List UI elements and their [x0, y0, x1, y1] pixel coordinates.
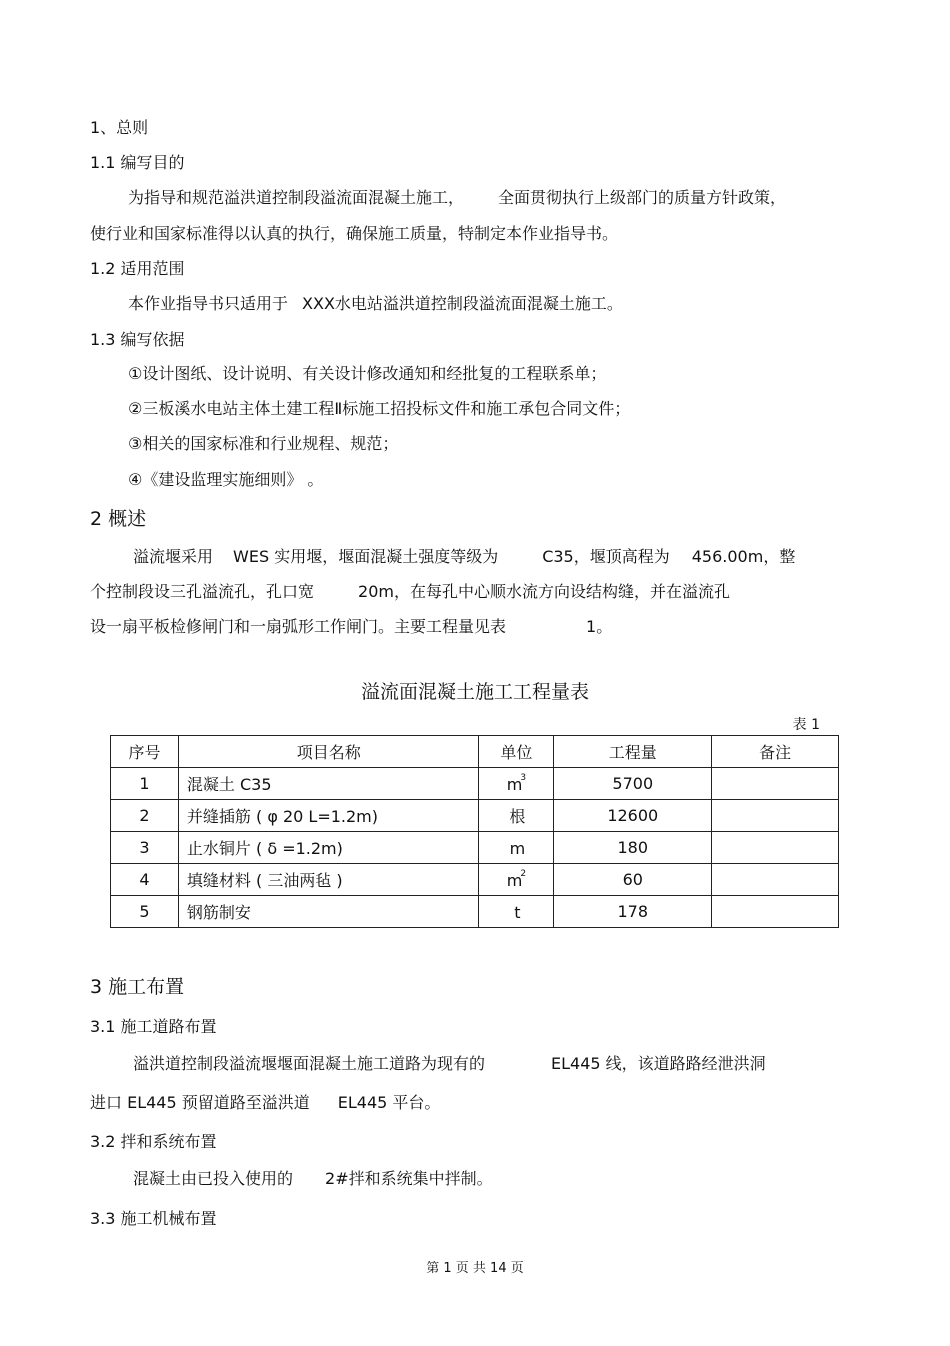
section-1-1-paragraph-line-2: 使行业和国家标准得以认真的执行，确保施工质量，特制定本作业指导书。	[90, 224, 619, 243]
item-name: 填缝材料 ( 三油两毡 )	[178, 864, 479, 896]
row-number: 2	[111, 800, 179, 832]
text-span: 混凝土由已投入使用的	[133, 1169, 294, 1188]
text-span: XXX水电站溢洪道控制段溢流面混凝土施工。	[302, 294, 623, 313]
text-span: 设一扇平板检修闸门和一扇弧形工作闸门。主要工程量见表	[90, 617, 507, 636]
row-number: 5	[111, 896, 179, 928]
unit-cell	[479, 896, 554, 928]
table-header-row	[111, 736, 839, 768]
row-number: 3	[111, 832, 179, 864]
unit: m	[506, 871, 523, 890]
unit-cell	[479, 832, 554, 864]
basis-item-4: ④《建设监理实施细则》 。	[128, 470, 324, 489]
item-name: 混凝土 C35	[178, 768, 479, 800]
unit: m	[506, 775, 523, 794]
page-footer: 第 1 页 共 14 页	[426, 1261, 524, 1276]
text-span: EL445 平台。	[337, 1093, 441, 1112]
text-span: 456.00m，整	[691, 547, 796, 566]
header-cell: 序号	[111, 736, 179, 768]
section-3-heading: 3 施工布置	[90, 976, 185, 998]
table-row	[111, 800, 839, 832]
quantity-table	[110, 735, 839, 928]
text-span: 溢洪道控制段溢流堰堰面混凝土施工道路为现有的	[133, 1054, 486, 1073]
section-3-1-line-2	[90, 1093, 440, 1113]
table-row	[111, 864, 839, 896]
item-name: 并缝插筋 ( φ 20 L=1.2m)	[178, 800, 479, 832]
note	[712, 832, 839, 864]
unit-exponent: 2	[520, 869, 527, 879]
text-span: 进口 EL445 预留道路至溢洪道	[90, 1093, 310, 1112]
section-3-2-heading: 3.2 拌和系统布置	[90, 1132, 217, 1151]
quantity: 178	[554, 896, 712, 928]
text-span: WES 实用堰，堰面混凝土强度等级为	[233, 547, 499, 566]
table-row	[111, 896, 839, 928]
quantity: 12600	[554, 800, 712, 832]
note	[712, 800, 839, 832]
table-row	[111, 832, 839, 864]
item-name: 钢筋制安	[178, 896, 479, 928]
quantity: 60	[554, 864, 712, 896]
basis-item-1: ①设计图纸、设计说明、有关设计修改通知和经批复的工程联系单；	[128, 364, 607, 383]
note	[712, 896, 839, 928]
note	[712, 768, 839, 800]
table-number: 表 1	[792, 717, 820, 733]
section-3-2-line-1	[133, 1169, 493, 1189]
quantity: 5700	[554, 768, 712, 800]
section-2-line-2	[90, 582, 730, 602]
unit-cell	[479, 864, 554, 896]
unit: 根	[509, 807, 526, 826]
basis-item-2: ②三板溪水电站主体土建工程Ⅱ标施工招投标文件和施工承包合同文件；	[128, 399, 631, 418]
text-span: 本作业指导书只适用于	[128, 294, 289, 313]
row-number: 1	[111, 768, 179, 800]
section-3-1-heading: 3.1 施工道路布置	[90, 1017, 217, 1036]
unit-cell	[479, 800, 554, 832]
section-2-heading: 2 概述	[90, 508, 147, 530]
note	[712, 864, 839, 896]
table-row	[111, 768, 839, 800]
header-cell: 工程量	[554, 736, 712, 768]
section-3-3-heading: 3.3 施工机械布置	[90, 1209, 217, 1228]
unit: m	[509, 839, 526, 858]
section-1-heading: 1、总则	[90, 118, 149, 137]
section-1-2-heading: 1.2 适用范围	[90, 259, 185, 278]
unit-exponent: 3	[520, 773, 527, 783]
section-1-1-paragraph-line-1	[128, 188, 786, 208]
section-3-1-line-1	[133, 1054, 766, 1074]
header-cell: 单位	[479, 736, 554, 768]
table-title: 溢流面混凝土施工工程量表	[360, 681, 589, 703]
section-1-3-heading: 1.3 编写依据	[90, 330, 185, 349]
text-span: C35，堰顶高程为	[542, 547, 670, 566]
text-span: EL445 线，该道路路经泄洪洞	[551, 1054, 766, 1073]
text-span: 为指导和规范溢洪道控制段溢流面混凝土施工，	[128, 188, 465, 207]
text-span: 1。	[586, 617, 613, 636]
text-span: 2#拌和系统集中拌制。	[325, 1169, 493, 1188]
text-span: 全面贯彻执行上级部门的质量方针政策，	[498, 188, 787, 207]
header-cell: 项目名称	[178, 736, 479, 768]
text-span: 个控制段设三孔溢流孔，孔口宽	[90, 582, 315, 601]
unit: t	[514, 903, 521, 922]
text-span: 溢流堰采用	[133, 547, 214, 566]
section-1-2-paragraph	[128, 294, 623, 314]
row-number: 4	[111, 864, 179, 896]
section-1-1-heading: 1.1 编写目的	[90, 153, 185, 172]
unit-cell	[479, 768, 554, 800]
section-2-line-1	[133, 547, 795, 567]
item-name: 止水铜片 ( δ =1.2m)	[178, 832, 479, 864]
quantity: 180	[554, 832, 712, 864]
text-span: 20m，在每孔中心顺水流方向设结构缝，并在溢流孔	[358, 582, 730, 601]
basis-item-3: ③相关的国家标准和行业规程、规范；	[128, 434, 399, 453]
section-2-line-3	[90, 617, 612, 637]
header-cell: 备注	[712, 736, 839, 768]
